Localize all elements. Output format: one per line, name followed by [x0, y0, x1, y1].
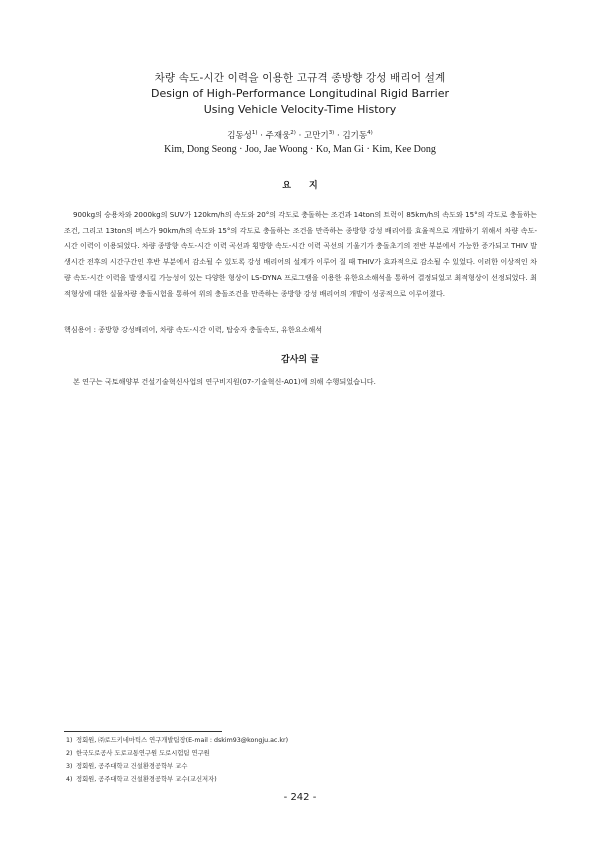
acknowledgement-body — [64, 374, 537, 390]
korean-authors — [0, 126, 600, 143]
footnote-text: 정회원, 공주대학교 건설환경공학부 교수 — [76, 763, 188, 770]
author-separator: · — [257, 130, 266, 141]
author-name: 주재웅 — [265, 130, 291, 141]
footnote — [66, 734, 536, 747]
author-footnote-mark: 2) — [290, 130, 296, 136]
author-name: 김동성 — [227, 130, 252, 141]
footnote-divider — [64, 731, 222, 732]
footnote-number: 4) — [66, 776, 73, 783]
authors-block — [0, 126, 600, 157]
footnote-text: 한국도로공사 도로교통연구원 도로시험팀 연구원 — [76, 750, 210, 757]
keywords: 핵심용어 : 종방향 강성배리어, 차량 속도-시간 이력, 탑승자 충돌속도, 유한요소해석 — [64, 325, 323, 334]
page-number: - 242 - — [283, 792, 317, 803]
footnote — [66, 747, 536, 760]
footnote-text: 정회원, ㈜로드키네마틱스 연구개발팀장(E-mail : dskim93@kongju.ac.kr) — [76, 737, 289, 744]
title-block — [0, 70, 600, 118]
footnote-number: 2) — [66, 750, 73, 757]
abstract-paragraph: 900kg의 승용차와 2000kg의 SUV가 120km/h의 속도와 20°의 각도로 충돌하는 조건과 14ton의 트럭이 85km/h의 속도와 15°의 각도로 충돌하는 조건, 그리고 13ton의 버스가 90km/h의 속도와 15°의 각도로 충돌하는 조건을 만족하는 종방향 강성 배리어를 효율적으로 개발하기 위해서 차량 속도-시간 이력이 이용되었다. 차량 종방향 속도-시간 이력 곡선과 횡방향 속도-시간 이력 곡선의 기울기가 충돌초기의 전반 부분에서 가능한 증가되고 THIV 발생시간 전후의 시간구간인 후반 부분에서 감소될 수 있도록 강성 배리어의 설계가 이루어 질 때 THIV가 효과적으로 감소될 수 있었다. 이러한 이상적인 차량 속도-시간 이력을 발생시킬 가능성이 있는 다양한 형상이 LS-DYNA 프로그램을 이용한 유한요소해석을 통하여 결정되었고 최적형상이 선정되었다. 최적형상에 대한 실물차량 충돌시험을 통하여 위의 충돌조건을 만족하는 종방향 강성 배리어의 개발이 성공적으로 이루어졌다. — [64, 210, 538, 298]
footnote-text: 정회원, 공주대학교 건설환경공학부 교수(교신저자) — [76, 776, 217, 783]
footnote — [66, 760, 536, 773]
abstract-body — [64, 207, 537, 301]
author-footnote-mark: 3) — [328, 130, 335, 136]
korean-title: 차량 속도-시간 이력을 이용한 고규격 종방향 강성 배리어 설계 — [154, 72, 446, 84]
acknowledgement-heading: 감사의 글 — [281, 355, 319, 365]
footnote-number: 1) — [66, 737, 73, 744]
english-title-line-1: Design of High-Performance Longitudinal Rigid Barrier — [151, 87, 449, 100]
author-footnote-mark: 4) — [367, 130, 373, 136]
acknowledgement-text: 본 연구는 국토해양부 건설기술혁신사업의 연구비지원(07-기술혁신-A01)에 의해 수행되었습니다. — [73, 377, 376, 386]
english-authors: Kim, Dong Seong · Joo, Jae Woong · Ko, Man Gi · Kim, Kee Dong — [164, 143, 436, 155]
author-name: 고만기 — [304, 130, 329, 141]
footnote-number: 3) — [66, 763, 73, 770]
english-title-line-2: Using Vehicle Velocity-Time History — [203, 103, 397, 116]
footnotes — [66, 734, 536, 786]
author-name: 김기동 — [342, 130, 368, 141]
author-separator: · — [334, 130, 343, 141]
author-separator: · — [295, 130, 305, 141]
abstract-heading: 요지 — [282, 181, 336, 191]
author-footnote-mark: 1) — [251, 130, 258, 136]
footnote — [66, 773, 536, 786]
